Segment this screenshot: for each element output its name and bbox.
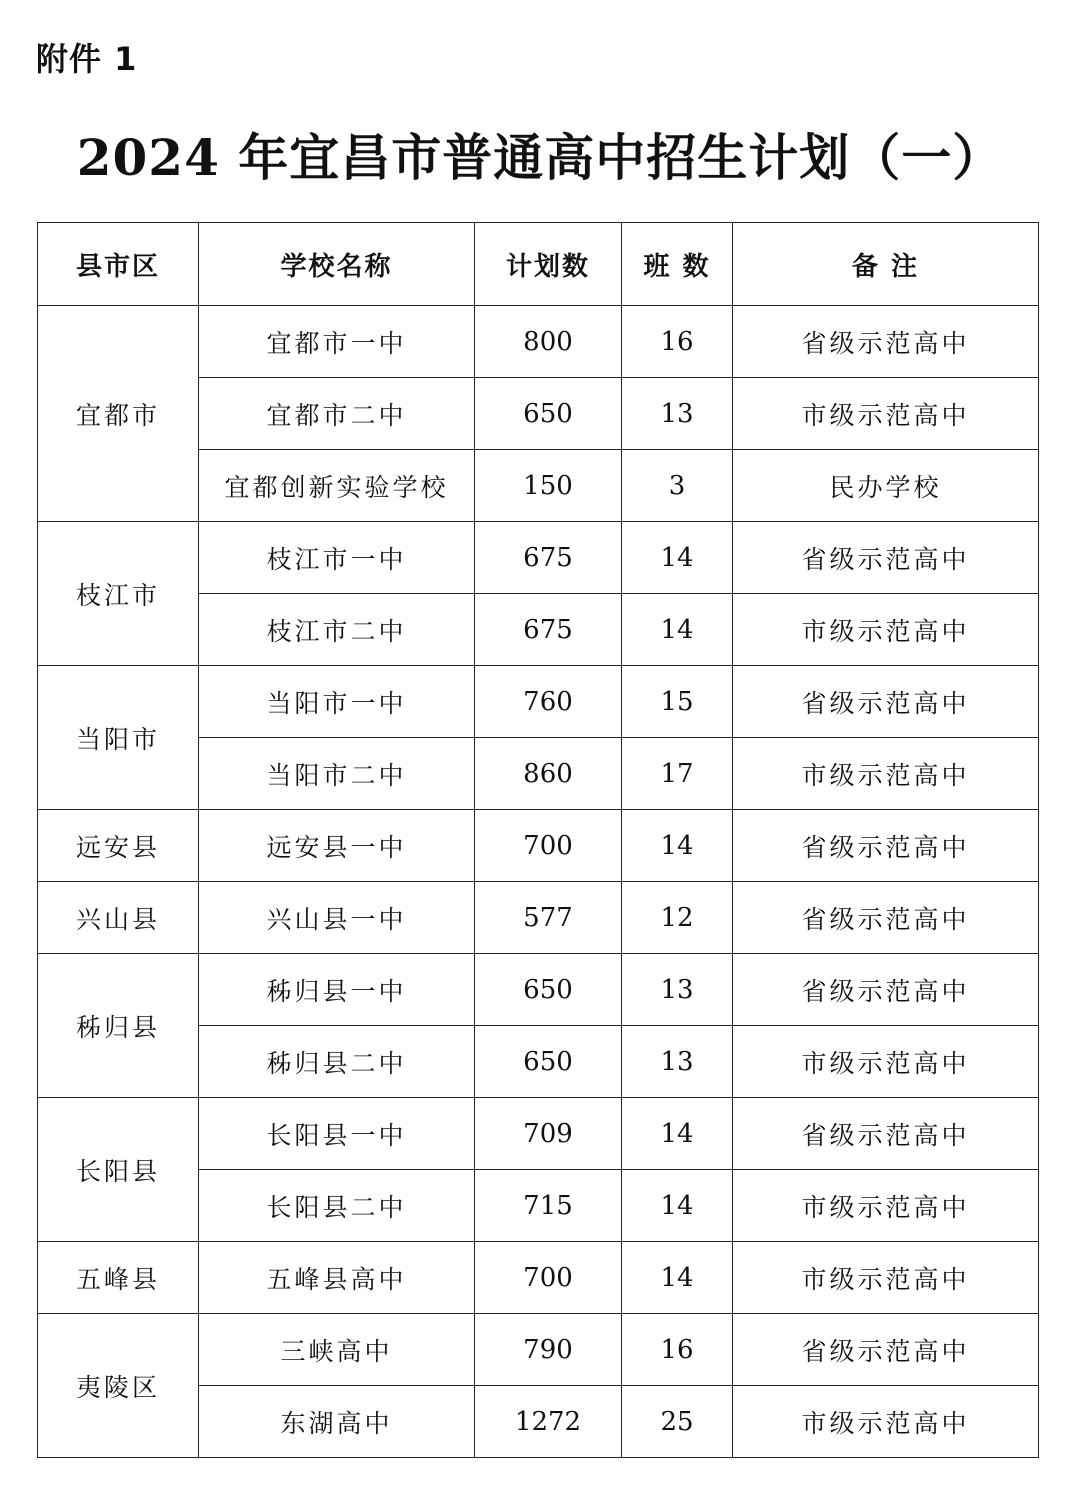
plan-count-cell: 650 <box>475 378 622 450</box>
plan-count-cell: 700 <box>475 1242 622 1314</box>
class-count-cell: 14 <box>622 1098 733 1170</box>
class-count-cell: 15 <box>622 666 733 738</box>
district-cell: 宜都市 <box>38 306 199 522</box>
school-name-cell: 当阳市一中 <box>199 666 475 738</box>
school-name-cell: 远安县一中 <box>199 810 475 882</box>
school-name-cell: 长阳县二中 <box>199 1170 475 1242</box>
table-row <box>38 954 1039 1026</box>
district-cell: 长阳县 <box>38 1098 199 1242</box>
table-row <box>38 666 1039 738</box>
header-school-name: 学校名称 <box>199 223 475 306</box>
district-cell: 秭归县 <box>38 954 199 1098</box>
plan-count-cell: 577 <box>475 882 622 954</box>
school-name-cell: 三峡高中 <box>199 1314 475 1386</box>
plan-count-cell: 715 <box>475 1170 622 1242</box>
plan-count-cell: 760 <box>475 666 622 738</box>
note-cell: 省级示范高中 <box>733 1098 1039 1170</box>
class-count-cell: 13 <box>622 378 733 450</box>
class-count-cell: 14 <box>622 522 733 594</box>
table-row <box>38 522 1039 594</box>
header-note: 备 注 <box>733 223 1039 306</box>
note-cell: 省级示范高中 <box>733 954 1039 1026</box>
class-count-cell: 25 <box>622 1386 733 1458</box>
attachment-label: 附件 1 <box>36 40 138 78</box>
header-class-count: 班 数 <box>622 223 733 306</box>
note-cell: 省级示范高中 <box>733 306 1039 378</box>
school-name-cell: 宜都市一中 <box>199 306 475 378</box>
plan-count-cell: 1272 <box>475 1386 622 1458</box>
class-count-cell: 16 <box>622 1314 733 1386</box>
document-title: 2024 年宜昌市普通高中招生计划（一） <box>76 128 1004 187</box>
class-count-cell: 14 <box>622 810 733 882</box>
note-cell: 省级示范高中 <box>733 1314 1039 1386</box>
note-cell: 市级示范高中 <box>733 594 1039 666</box>
note-cell: 省级示范高中 <box>733 882 1039 954</box>
plan-count-cell: 700 <box>475 810 622 882</box>
school-name-cell: 枝江市一中 <box>199 522 475 594</box>
table-row <box>38 306 1039 378</box>
plan-count-cell: 650 <box>475 1026 622 1098</box>
note-cell: 民办学校 <box>733 450 1039 522</box>
school-name-cell: 当阳市二中 <box>199 738 475 810</box>
plan-count-cell: 675 <box>475 522 622 594</box>
school-name-cell: 五峰县高中 <box>199 1242 475 1314</box>
table-row <box>38 1314 1039 1386</box>
class-count-cell: 16 <box>622 306 733 378</box>
class-count-cell: 14 <box>622 1242 733 1314</box>
school-name-cell: 枝江市二中 <box>199 594 475 666</box>
plan-count-cell: 650 <box>475 954 622 1026</box>
note-cell: 市级示范高中 <box>733 1386 1039 1458</box>
school-name-cell: 秭归县二中 <box>199 1026 475 1098</box>
enrollment-plan-table <box>37 222 1039 1458</box>
district-cell: 枝江市 <box>38 522 199 666</box>
school-name-cell: 秭归县一中 <box>199 954 475 1026</box>
plan-count-cell: 800 <box>475 306 622 378</box>
plan-count-cell: 150 <box>475 450 622 522</box>
header-plan-count: 计划数 <box>475 223 622 306</box>
district-cell: 兴山县 <box>38 882 199 954</box>
note-cell: 市级示范高中 <box>733 1170 1039 1242</box>
plan-count-cell: 790 <box>475 1314 622 1386</box>
plan-count-cell: 675 <box>475 594 622 666</box>
school-name-cell: 长阳县一中 <box>199 1098 475 1170</box>
table-row <box>38 882 1039 954</box>
note-cell: 省级示范高中 <box>733 522 1039 594</box>
class-count-cell: 3 <box>622 450 733 522</box>
table-row <box>38 1098 1039 1170</box>
class-count-cell: 13 <box>622 1026 733 1098</box>
note-cell: 省级示范高中 <box>733 666 1039 738</box>
table-row <box>38 810 1039 882</box>
class-count-cell: 14 <box>622 594 733 666</box>
school-name-cell: 东湖高中 <box>199 1386 475 1458</box>
note-cell: 市级示范高中 <box>733 1026 1039 1098</box>
header-district: 县市区 <box>38 223 199 306</box>
note-cell: 市级示范高中 <box>733 378 1039 450</box>
class-count-cell: 13 <box>622 954 733 1026</box>
note-cell: 市级示范高中 <box>733 1242 1039 1314</box>
class-count-cell: 14 <box>622 1170 733 1242</box>
plan-count-cell: 709 <box>475 1098 622 1170</box>
table-row <box>38 1242 1039 1314</box>
table-body <box>38 306 1039 1458</box>
school-name-cell: 兴山县一中 <box>199 882 475 954</box>
district-cell: 当阳市 <box>38 666 199 810</box>
district-cell: 夷陵区 <box>38 1314 199 1458</box>
class-count-cell: 17 <box>622 738 733 810</box>
school-name-cell: 宜都市二中 <box>199 378 475 450</box>
note-cell: 市级示范高中 <box>733 738 1039 810</box>
note-cell: 省级示范高中 <box>733 810 1039 882</box>
plan-count-cell: 860 <box>475 738 622 810</box>
district-cell: 五峰县 <box>38 1242 199 1314</box>
table-header-row <box>38 223 1039 306</box>
class-count-cell: 12 <box>622 882 733 954</box>
school-name-cell: 宜都创新实验学校 <box>199 450 475 522</box>
district-cell: 远安县 <box>38 810 199 882</box>
